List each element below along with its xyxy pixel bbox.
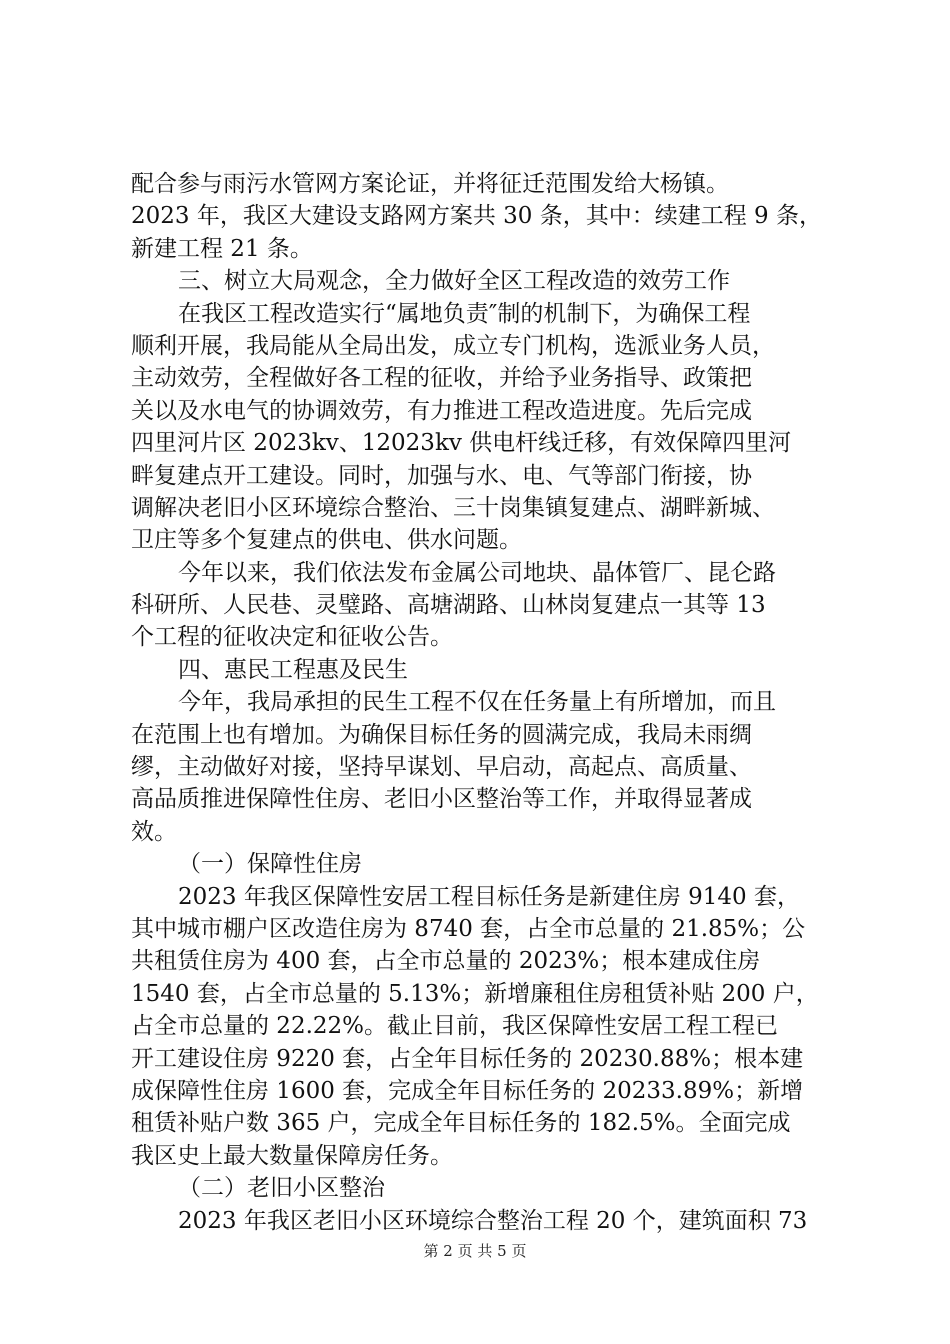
text-line: 调解决老旧小区环境综合整治、三十岗集镇复建点、湖畔新城、 [131, 494, 775, 521]
text-line: 租赁补贴户数 365 户，完成全年目标任务的 182.5%。全面完成 [131, 1110, 791, 1137]
text-line: 卫庄等多个复建点的供电、供水问题。 [131, 527, 522, 554]
text-line: 配合参与雨污水管网方案论证，并将征迁范围发给大杨镇。 [131, 171, 729, 197]
page-number-footer: 第 2 页 共 5 页 [423, 1242, 527, 1260]
text-line: 2023 年我区老旧小区环境综合整治工程 20 个，建筑面积 73 [178, 1207, 808, 1234]
text-line: 四里河片区 2023kv、12023kv 供电杆线迁移，有效保障四里河 [131, 430, 792, 457]
text-line: 畔复建点开工建设。同时，加强与水、电、气等部门衔接，协 [131, 462, 752, 489]
text-line: 科研所、人民巷、灵璧路、高塘湖路、山林岗复建点一其等 13 [131, 592, 766, 619]
section-heading: 三、树立大局观念，全力做好全区工程改造的效劳工作 [178, 268, 730, 295]
text-line: 在我区工程改造实行“属地负责″制的机制下，为确保工程 [178, 300, 751, 327]
subsection-heading: （一）保障性住房 [178, 851, 362, 878]
text-line: 关以及水电气的协调效劳，有力推进工程改造进度。先后完成 [131, 397, 752, 424]
text-line: 今年以来，我们依法发布金属公司地块、晶体管厂、昆仑路 [178, 559, 776, 586]
text-line: 今年，我局承担的民生工程不仅在任务量上有所增加，而且 [178, 689, 776, 716]
text-line: 顺利开展，我局能从全局出发，成立专门机构，选派业务人员， [131, 332, 775, 359]
text-line: 我区史上最大数量保障房任务。 [131, 1142, 453, 1169]
text-line: 成保障性住房 1600 套，完成全年目标任务的 20233.89%；新增 [131, 1077, 804, 1104]
text-line: 在范围上也有增加。为确保目标任务的圆满完成，我局未雨绸 [131, 721, 752, 748]
document-body [131, 168, 831, 1237]
text-line: 共租赁住房为 400 套，占全市总量的 2023%；根本建成住房 [131, 948, 761, 975]
text-line: 占全市总量的 22.22%。截止目前，我区保障性安居工程工程已 [131, 1013, 779, 1040]
text-line: 2023 年，我区大建设支路网方案共 30 条，其中：续建工程 9 条， [131, 203, 822, 230]
text-line: 效。 [131, 818, 177, 845]
text-line: 1540 套，占全市总量的 5.13%；新增廉租住房租赁补贴 200 户， [131, 980, 819, 1007]
text-line: 开工建设住房 9220 套，占全年目标任务的 20230.88%；根本建 [131, 1045, 804, 1072]
text-line: 2023 年我区保障性安居工程目标任务是新建住房 9140 套， [178, 883, 800, 910]
text-line: 缪，主动做好对接，坚持早谋划、早启动，高起点、高质量、 [131, 754, 752, 781]
text-line: 个工程的征收决定和征收公告。 [131, 624, 453, 651]
text-line: 主动效劳，全程做好各工程的征收，并给予业务指导、政策把 [131, 365, 752, 392]
section-heading: 四、惠民工程惠及民生 [178, 656, 408, 683]
subsection-heading: （二）老旧小区整治 [178, 1175, 385, 1202]
text-line: 高品质推进保障性住房、老旧小区整治等工作，并取得显著成 [131, 786, 752, 813]
text-line: 其中城市棚户区改造住房为 8740 套，占全市总量的 21.85%；公 [131, 915, 806, 942]
text-line: 新建工程 21 条。 [131, 235, 313, 262]
